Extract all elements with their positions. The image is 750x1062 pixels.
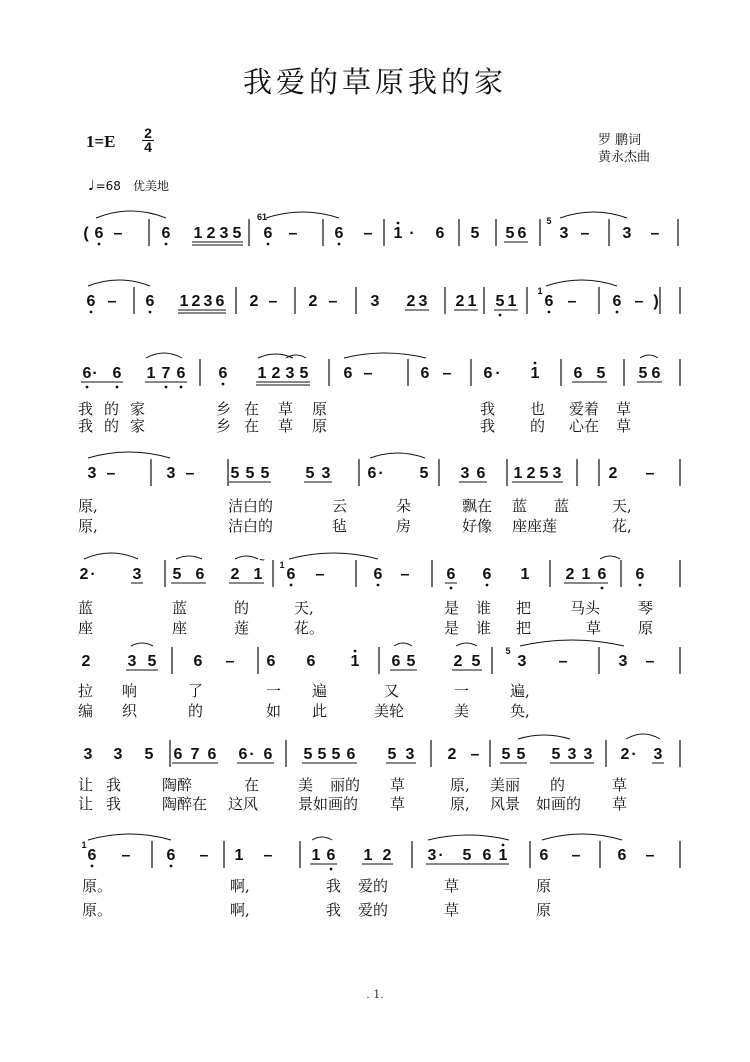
grace-note: 1 xyxy=(81,840,87,850)
time-numerator: 2 xyxy=(144,125,152,141)
note: – xyxy=(645,653,655,670)
score-symbol: ) xyxy=(653,293,659,310)
note: 5 xyxy=(317,746,327,763)
note: 5 xyxy=(596,365,606,382)
note: 6 xyxy=(166,847,176,864)
note: 3 xyxy=(622,225,632,242)
note: – xyxy=(185,465,195,482)
note: 3 xyxy=(127,653,137,670)
note: 6 xyxy=(215,293,225,310)
octave-dot xyxy=(330,868,333,871)
note: 2 xyxy=(565,566,575,583)
expression-marking: 优美地 xyxy=(132,179,169,193)
slur xyxy=(428,835,509,840)
note: 2 xyxy=(79,566,89,583)
octave-dot xyxy=(548,311,551,314)
note: · xyxy=(631,746,637,763)
grace-note: 61 xyxy=(256,212,268,222)
note: 1 xyxy=(513,465,523,482)
note: 6 xyxy=(420,365,430,382)
octave-dot xyxy=(180,386,183,389)
note: 6 xyxy=(94,225,104,242)
note: 3 xyxy=(653,746,663,763)
page-number: . 1. xyxy=(366,988,384,1001)
note: – xyxy=(650,225,660,242)
note: 6 xyxy=(161,225,171,242)
note: 1 xyxy=(363,847,373,864)
slur xyxy=(289,553,378,559)
octave-dot xyxy=(86,386,89,389)
slur xyxy=(626,734,660,739)
note: 6 xyxy=(446,566,456,583)
note: 1 xyxy=(193,225,203,242)
slur xyxy=(394,643,412,646)
note: 5 xyxy=(299,365,309,382)
note: 6 xyxy=(195,566,205,583)
note: 2 xyxy=(191,293,201,310)
note: – xyxy=(470,746,480,763)
note: 1 xyxy=(311,847,321,864)
note: 2 xyxy=(608,465,618,482)
note: – xyxy=(400,566,410,583)
octave-dot xyxy=(267,243,270,246)
octave-dot xyxy=(170,865,173,868)
note: 3 xyxy=(618,653,628,670)
note: 5 xyxy=(462,847,472,864)
note: · xyxy=(409,225,415,242)
note: 3 xyxy=(567,746,577,763)
note: · xyxy=(249,746,255,763)
note: 5 xyxy=(495,293,505,310)
note: 5 xyxy=(303,746,313,763)
note: 3 xyxy=(87,465,97,482)
note: 2 xyxy=(308,293,318,310)
note: 5 xyxy=(245,465,255,482)
grace-note: 1 xyxy=(279,560,285,570)
note: 3 xyxy=(583,746,593,763)
slur xyxy=(88,834,171,840)
key-signature: 1=E xyxy=(86,132,116,151)
note: 3 xyxy=(517,653,527,670)
note: – xyxy=(580,225,590,242)
note: 3 xyxy=(370,293,380,310)
note: – xyxy=(268,293,278,310)
octave-dot xyxy=(502,844,505,847)
slur xyxy=(640,355,658,358)
lyricist-credit: 罗 鹏词 xyxy=(598,133,642,148)
slur xyxy=(312,837,332,840)
note: 5 xyxy=(260,465,270,482)
note: 5 xyxy=(505,225,515,242)
note: 6 xyxy=(544,293,554,310)
octave-dot xyxy=(534,362,537,365)
note: 3 xyxy=(559,225,569,242)
note: 5 xyxy=(230,465,240,482)
note: 1 xyxy=(179,293,189,310)
octave-dot xyxy=(222,383,225,386)
slur xyxy=(560,212,627,218)
note: 6 xyxy=(238,746,248,763)
note: – xyxy=(558,653,568,670)
octave-dot xyxy=(377,584,380,587)
octave-dot xyxy=(91,865,94,868)
note: 6 xyxy=(651,365,661,382)
slur xyxy=(286,355,306,358)
note: 2 xyxy=(206,225,216,242)
grace-note: 1 xyxy=(537,286,543,296)
note: 5 xyxy=(501,746,511,763)
note: 2 xyxy=(271,365,281,382)
note: – xyxy=(106,465,116,482)
note: 5 xyxy=(406,653,416,670)
slur xyxy=(518,735,570,739)
octave-dot xyxy=(486,584,489,587)
note: 6 xyxy=(539,847,549,864)
note: – xyxy=(571,847,581,864)
note: 5 xyxy=(638,365,648,382)
note: · xyxy=(495,365,501,382)
note: 6 xyxy=(517,225,527,242)
note: 6 xyxy=(207,746,217,763)
note: 6 xyxy=(334,225,344,242)
time-denominator: 4 xyxy=(142,140,154,154)
note: 1 xyxy=(253,566,263,583)
slur xyxy=(131,643,153,646)
note: 1 xyxy=(393,225,403,242)
note: – xyxy=(442,365,452,382)
note: – xyxy=(567,293,577,310)
note: 6 xyxy=(263,225,273,242)
note: 6 xyxy=(617,847,627,864)
octave-dot xyxy=(116,386,119,389)
note: 6 xyxy=(612,293,622,310)
grace-note: 5 xyxy=(505,646,511,656)
note: 2 xyxy=(453,653,463,670)
note: – xyxy=(107,293,117,310)
note: 1 xyxy=(520,566,530,583)
note: 3 xyxy=(321,465,331,482)
octave-dot xyxy=(149,311,152,314)
note: 6 xyxy=(176,365,186,382)
grace-note: 5 xyxy=(546,216,552,226)
note: 3 xyxy=(460,465,470,482)
note: 6 xyxy=(306,653,316,670)
trill-mark: ~ xyxy=(259,555,265,565)
octave-dot xyxy=(616,311,619,314)
note: 1 xyxy=(530,365,540,382)
note: 6 xyxy=(597,566,607,583)
note: 1 xyxy=(234,847,244,864)
note: 1 xyxy=(350,653,360,670)
octave-dot xyxy=(165,243,168,246)
note: 1 xyxy=(146,365,156,382)
octave-dot xyxy=(639,584,642,587)
note: 2 xyxy=(382,847,392,864)
octave-dot xyxy=(338,243,341,246)
slur xyxy=(88,452,170,458)
octave-dot xyxy=(450,587,453,590)
octave-dot xyxy=(90,311,93,314)
quarter-note-icon: ♩ xyxy=(88,178,95,194)
note: 5 xyxy=(539,465,549,482)
note: 3 xyxy=(552,465,562,482)
note: 3 xyxy=(285,365,295,382)
octave-dot xyxy=(98,243,101,246)
note: 6 xyxy=(482,847,492,864)
note: · xyxy=(90,566,96,583)
note: 6 xyxy=(286,566,296,583)
note: 6 xyxy=(391,653,401,670)
note: 6 xyxy=(145,293,155,310)
note: – xyxy=(645,465,655,482)
slur xyxy=(176,556,202,559)
note: 2 xyxy=(230,566,240,583)
note: 6 xyxy=(266,653,276,670)
note: 5 xyxy=(419,465,429,482)
note: – xyxy=(634,293,644,310)
note: – xyxy=(645,847,655,864)
note: 5 xyxy=(147,653,157,670)
note: 3 xyxy=(418,293,428,310)
slur xyxy=(84,553,138,559)
note: 2 xyxy=(455,293,465,310)
note: 5 xyxy=(232,225,242,242)
note: – xyxy=(199,847,209,864)
note: 6 xyxy=(373,566,383,583)
note: · xyxy=(378,465,384,482)
note: 6 xyxy=(173,746,183,763)
composer-credit: 黄永杰曲 xyxy=(598,150,651,165)
note: 5 xyxy=(470,225,480,242)
note: 3 xyxy=(203,293,213,310)
slur xyxy=(146,353,182,358)
note: – xyxy=(288,225,298,242)
note: – xyxy=(225,653,235,670)
note: 6 xyxy=(476,465,486,482)
note: 1 xyxy=(467,293,477,310)
note: 6 xyxy=(218,365,228,382)
note: 6 xyxy=(573,365,583,382)
slur xyxy=(370,453,425,458)
note: 2 xyxy=(447,746,457,763)
note: 6 xyxy=(263,746,273,763)
note: 5 xyxy=(516,746,526,763)
note: 6 xyxy=(482,566,492,583)
song-title: 我爱的草原我的家 xyxy=(242,65,507,99)
octave-dot xyxy=(290,584,293,587)
tempo-bpm: =68 xyxy=(95,179,121,193)
note: 6 xyxy=(112,365,122,382)
note: 5 xyxy=(172,566,182,583)
note: 2 xyxy=(620,746,630,763)
note: 6 xyxy=(635,566,645,583)
note: 3 xyxy=(83,746,93,763)
slur xyxy=(456,643,477,646)
note: 6 xyxy=(435,225,445,242)
note: 2 xyxy=(406,293,416,310)
octave-dot xyxy=(165,386,168,389)
octave-dot xyxy=(499,314,502,317)
note: – xyxy=(363,225,373,242)
note: · xyxy=(438,847,444,864)
note: 1 xyxy=(581,566,591,583)
slur xyxy=(546,280,617,286)
octave-dot xyxy=(354,650,357,653)
score-symbol: ( xyxy=(83,225,89,242)
note: 6 xyxy=(193,653,203,670)
note: 3 xyxy=(132,566,142,583)
note: 5 xyxy=(551,746,561,763)
note: – xyxy=(363,365,373,382)
note: 6 xyxy=(87,847,97,864)
note: 2 xyxy=(81,653,91,670)
slur xyxy=(96,211,166,218)
note: – xyxy=(113,225,123,242)
note: 5 xyxy=(331,746,341,763)
note: 6 xyxy=(82,365,92,382)
note: 1 xyxy=(507,293,517,310)
slur xyxy=(600,556,620,559)
note: 3 xyxy=(219,225,229,242)
note: 3 xyxy=(405,746,415,763)
note: – xyxy=(315,566,325,583)
note: – xyxy=(121,847,131,864)
octave-dot xyxy=(601,587,604,590)
note: 2 xyxy=(249,293,259,310)
note: 7 xyxy=(190,746,200,763)
note: 6 xyxy=(483,365,493,382)
note: 6 xyxy=(86,293,96,310)
slur xyxy=(88,280,150,286)
note: 3 xyxy=(166,465,176,482)
note: 6 xyxy=(343,365,353,382)
slur xyxy=(344,353,426,358)
note: 5 xyxy=(305,465,315,482)
slur xyxy=(266,212,339,218)
note: 3 xyxy=(113,746,123,763)
note: – xyxy=(328,293,338,310)
note: 6 xyxy=(326,847,336,864)
note: 2 xyxy=(526,465,536,482)
note: 1 xyxy=(257,365,267,382)
note: 5 xyxy=(144,746,154,763)
note: · xyxy=(92,365,98,382)
note: 1 xyxy=(498,847,508,864)
note: 6 xyxy=(346,746,356,763)
note: – xyxy=(263,847,273,864)
slur xyxy=(542,834,622,840)
note: 3 xyxy=(427,847,437,864)
slur xyxy=(235,556,258,559)
octave-dot xyxy=(397,222,400,225)
slur xyxy=(520,640,624,646)
note: 5 xyxy=(471,653,481,670)
note: 6 xyxy=(367,465,377,482)
note: 5 xyxy=(387,746,397,763)
note: 7 xyxy=(161,365,171,382)
